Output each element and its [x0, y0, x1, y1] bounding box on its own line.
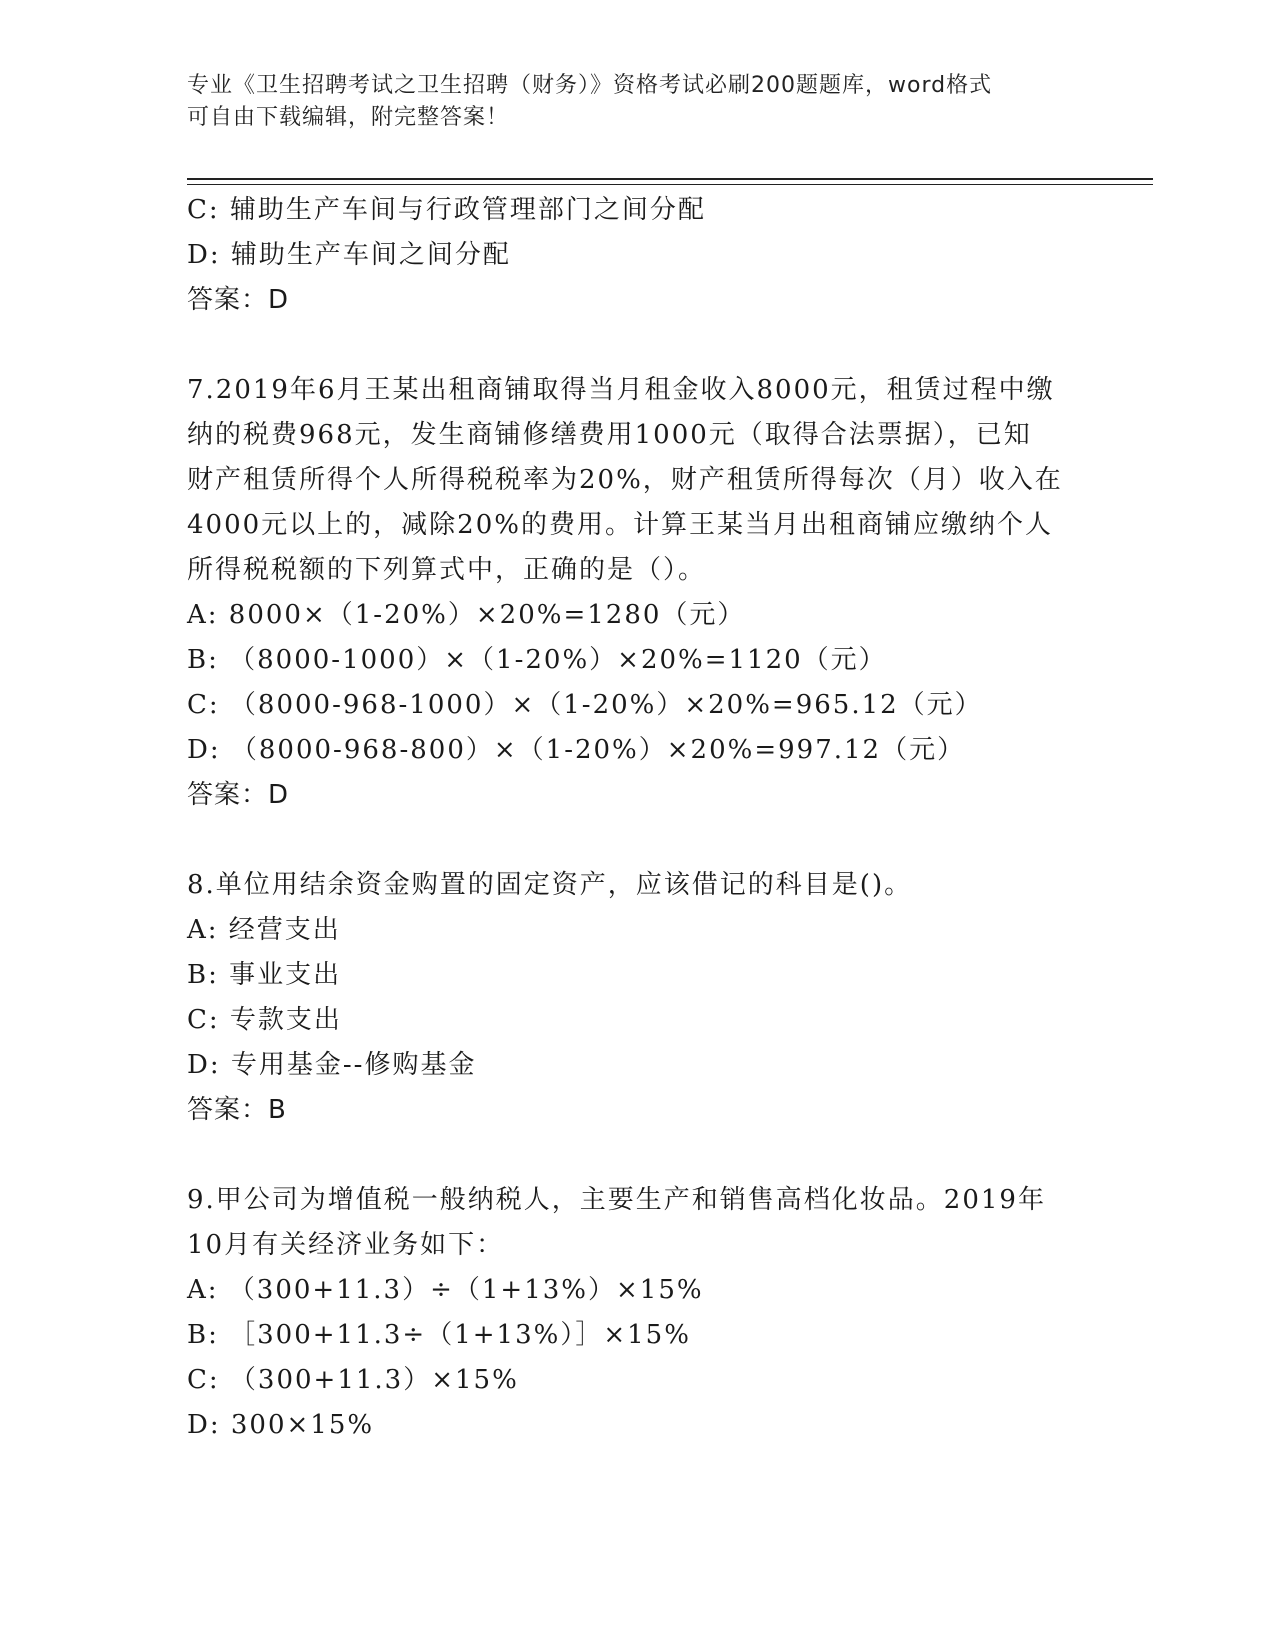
answer-line: 答案：B — [187, 1095, 287, 1125]
spacer — [187, 818, 1087, 863]
option-d: D: （8000-968-800）×（1-20%）×20%=997.12（元） — [187, 735, 966, 765]
answer-line: 答案：D — [187, 780, 290, 810]
option-b: B: （8000-1000）×（1-20%）×20%=1120（元） — [187, 645, 887, 675]
question-7 — [187, 368, 1087, 818]
spacer — [187, 323, 1087, 368]
option-a: A: 经营支出 — [187, 915, 341, 945]
option-b: B: 事业支出 — [187, 960, 342, 990]
option-c: C: 辅助生产车间与行政管理部门之间分配 — [187, 195, 706, 225]
question-stem: 4000元以上的，减除20%的费用。计算王某当月出租商铺应缴纳个人 — [187, 510, 1053, 540]
option-d: D: 300×15% — [187, 1410, 375, 1440]
question-stem: 7.2019年6月王某出租商铺取得当月租金收入8000元，租赁过程中缴 — [187, 375, 1055, 405]
question-stem: 9.甲公司为增值税一般纳税人，主要生产和销售高档化妆品。2019年 — [187, 1185, 1046, 1215]
option-a: A: 8000×（1-20%）×20%=1280（元） — [187, 600, 746, 630]
question-stem: 纳的税费968元，发生商铺修缮费用1000元（取得合法票据），已知 — [187, 420, 1032, 450]
question-9 — [187, 1178, 1087, 1448]
option-b: B: ［300+11.3÷（1+13%）］×15% — [187, 1320, 691, 1350]
option-c: C: （8000-968-1000）×（1-20%）×20%=965.12（元） — [187, 690, 983, 720]
option-d: D: 专用基金--修购基金 — [187, 1050, 477, 1080]
question-stem: 8.单位用结余资金购置的固定资产，应该借记的科目是()。 — [187, 870, 913, 900]
answer-line: 答案：D — [187, 285, 290, 315]
document-header — [187, 70, 1067, 134]
header-title-line-1: 专业《卫生招聘考试之卫生招聘（财务）》资格考试必刷200题题库，word格式 — [187, 73, 993, 98]
header-divider-thin — [187, 184, 1153, 185]
question-6 — [187, 188, 1087, 323]
question-stem: 10月有关经济业务如下： — [187, 1230, 505, 1260]
question-stem: 财产租赁所得个人所得税税率为20%，财产租赁所得每次（月）收入在 — [187, 465, 1063, 495]
option-a: A: （300+11.3）÷（1+13%）×15% — [187, 1275, 704, 1305]
option-d: D: 辅助生产车间之间分配 — [187, 240, 511, 270]
spacer — [187, 1133, 1087, 1178]
question-content — [187, 188, 1087, 1448]
option-c: C: 专款支出 — [187, 1005, 342, 1035]
option-c: C: （300+11.3）×15% — [187, 1365, 519, 1395]
header-title-line-2: 可自由下载编辑，附完整答案！ — [187, 105, 510, 130]
question-stem: 所得税税额的下列算式中，正确的是（）。 — [187, 555, 707, 585]
header-divider-thick — [187, 178, 1153, 180]
question-8 — [187, 863, 1087, 1133]
